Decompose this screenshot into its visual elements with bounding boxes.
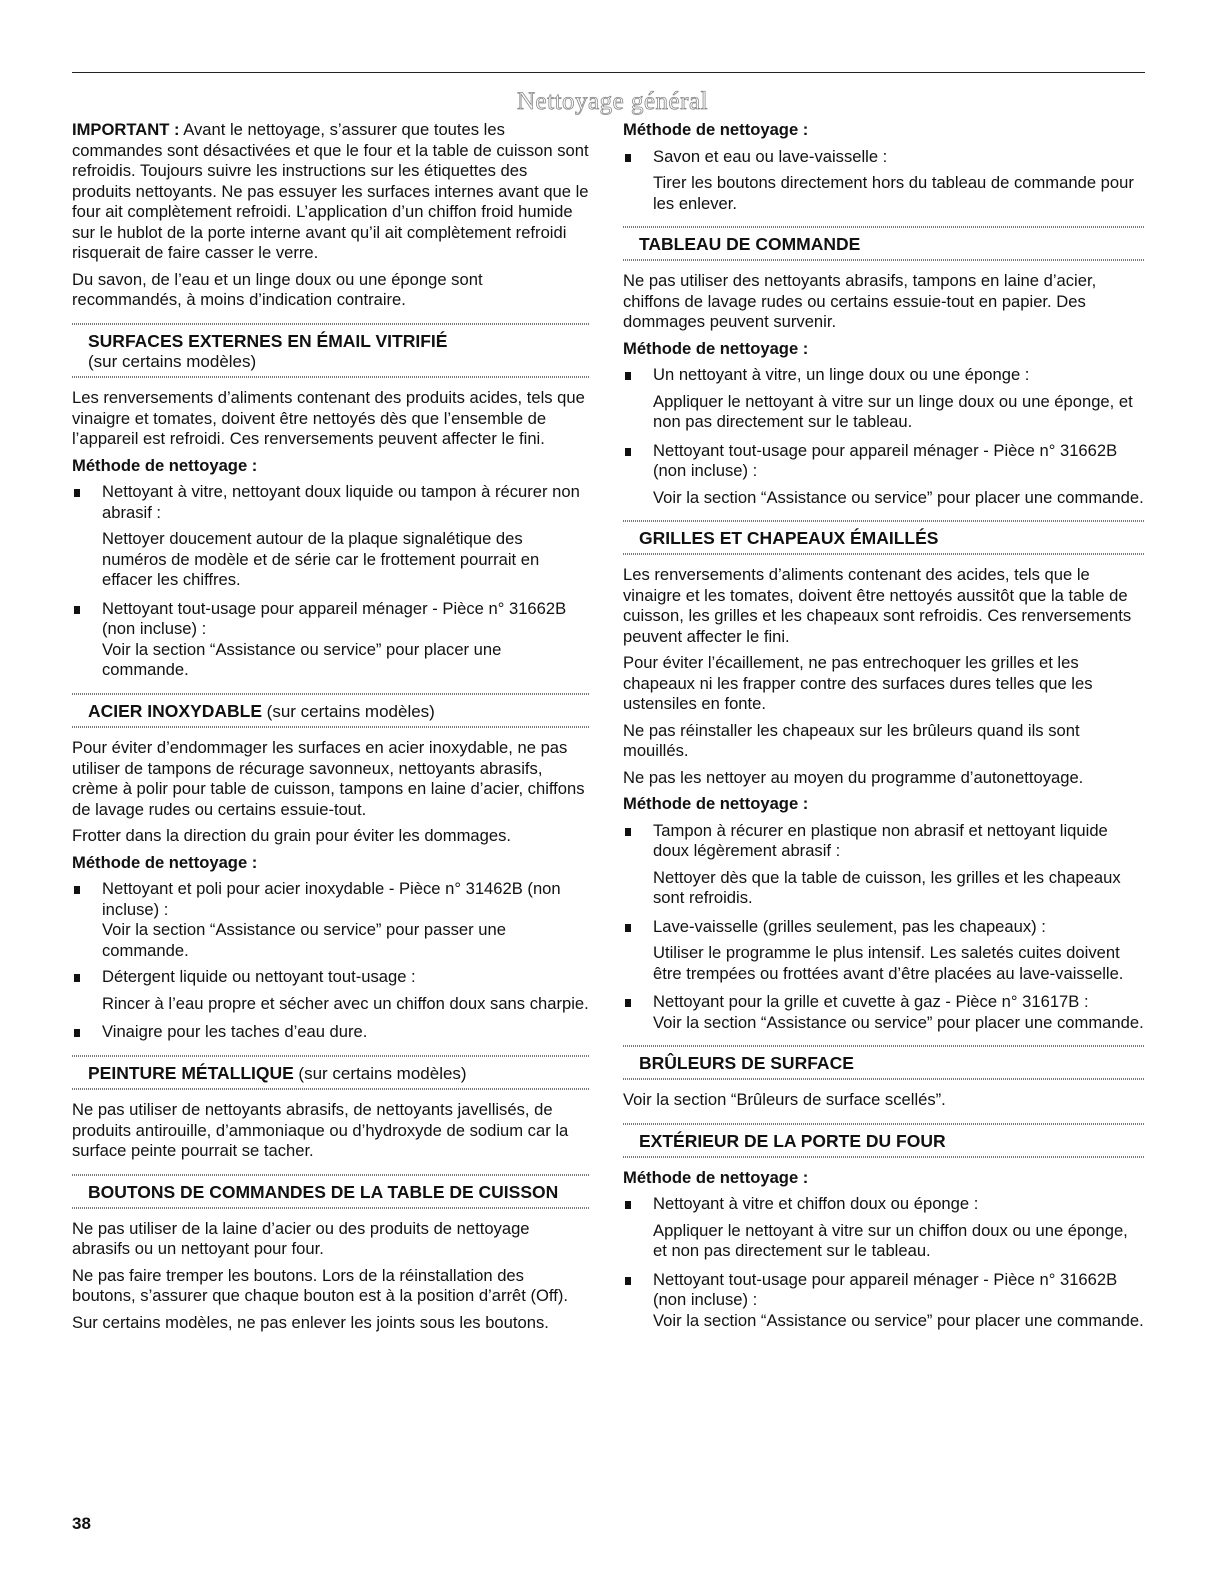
method-heading: Méthode de nettoyage : — [623, 338, 809, 358]
method-heading: Méthode de nettoyage : — [72, 852, 258, 872]
bullet-detail: Tirer les boutons directement hors du tableau de commande pour les enlever. — [653, 173, 1134, 213]
bullet-item: Lave-vaisselle (grilles seulement, pas les chapeaux) : — [623, 917, 1145, 938]
bullet-text: Nettoyant tout-usage pour appareil ménager - Pièce n° 31662B (non incluse) : — [653, 1269, 1118, 1309]
paragraph: Ne pas faire tremper les boutons. Lors de la réinstallation des boutons, s’assurer que chaque bouton est à la position d’arrêt (Off). — [72, 1265, 568, 1305]
bullet-detail: Rincer à l’eau propre et sécher avec un chiffon doux sans charpie. — [102, 993, 589, 1013]
paragraph: Les renversements d’aliments contenant des produits acides, tels que vinaigre et tomates, doivent être nettoyés dès que l’ensemble de l’appareil est refroidi. Ces renversements peuvent affecter le fini. — [72, 388, 585, 448]
method-heading: Méthode de nettoyage : — [623, 1167, 809, 1187]
section-burners-header — [623, 1045, 1145, 1080]
important-text: Avant le nettoyage, s’assurer que toutes les commandes sont désactivées et que le four et la table de cuisson sont refroidis. Toujours suivre les instructions sur les étiquettes des produits nettoyants. Ne pas essuyer les surfaces internes avant que le four ait complètement refroidi. L’application d’un chiffon froid humide sur le hublot de la porte interne avant qu’il ait complètement refroidi risquerait de faire casser le verre. — [72, 120, 589, 262]
bullet-item — [72, 599, 590, 681]
method-heading: Méthode de nettoyage : — [623, 120, 809, 139]
bullet-item — [623, 1270, 1145, 1332]
page-title: Nettoyage général — [516, 88, 709, 115]
paragraph: Sur certains modèles, ne pas enlever les joints sous les boutons. — [72, 1312, 549, 1332]
dotted-rule — [72, 726, 590, 728]
bullet-detail: Voir la section “Assistance ou service” pour placer une commande. — [102, 639, 502, 679]
bullet-item: Vinaigre pour les taches d’eau dure. — [72, 1022, 590, 1043]
method-heading: Méthode de nettoyage : — [623, 794, 809, 813]
paragraph: Pour éviter d’endommager les surfaces en acier inoxydable, ne pas utiliser de tampons de récurage savonneux, nettoyants abrasifs, crème à polir pour table de cuisson, tampons en laine d’acier, chiffons de lavage rudes ou certains essuie-tout. — [72, 738, 585, 819]
bullet-item: Savon et eau ou lave-vaisselle : — [623, 147, 1145, 168]
bullet-detail: Utiliser le programme le plus intensif. Les saletés cuites doivent être trempées ou frottées avant d’être placées au lave-vaisselle. — [653, 943, 1124, 983]
section-title: TABLEAU DE COMMANDE — [639, 234, 861, 254]
bullet-item — [623, 992, 1145, 1033]
section-knobs-header — [72, 1174, 590, 1209]
important-paragraph — [72, 120, 590, 264]
paragraph: Ne pas utiliser de nettoyants abrasifs, de nettoyants javellisés, de produits antirouille, d’ammoniaque ou d’hydroxyde de sodium car la surface peinte pourrait se tacher. — [72, 1100, 569, 1160]
right-column — [623, 120, 1145, 1337]
dotted-rule — [623, 553, 1145, 555]
bullet-detail: Voir la section “Assistance ou service” pour placer une commande. — [653, 1310, 1144, 1330]
bullet-text: Nettoyant pour la grille et cuvette à gaz - Pièce n° 31617B : — [653, 992, 1089, 1011]
paragraph: Les renversements d’aliments contenant des acides, tels que le vinaigre et les tomates, doivent être nettoyés aussitôt que la table de cuisson, les grilles et les chapeaux sont refroidis. Ces renversements peuvent affecter le fini. — [623, 565, 1132, 646]
dotted-rule — [623, 1078, 1145, 1080]
left-column — [72, 120, 590, 1339]
section-title: PEINTURE MÉTALLIQUE — [88, 1062, 294, 1083]
dotted-rule — [72, 1207, 590, 1209]
section-stainless-header — [72, 693, 590, 729]
section-subtitle: (sur certains modèles) — [88, 351, 257, 371]
bullet-item: Tampon à récurer en plastique non abrasif et nettoyant liquide doux légèrement abrasif : — [623, 821, 1145, 862]
bullet-detail: Nettoyer dès que la table de cuisson, les grilles et les chapeaux sont refroidis. — [653, 867, 1121, 907]
section-title: SURFACES EXTERNES EN ÉMAIL VITRIFIÉ — [88, 330, 448, 351]
section-subtitle: (sur certains modèles) — [266, 701, 435, 721]
paragraph: Frotter dans la direction du grain pour éviter les dommages. — [72, 826, 512, 845]
paragraph: Voir la section “Brûleurs de surface scellés”. — [623, 1090, 946, 1109]
bullet-item — [72, 879, 590, 961]
bullet-item: Détergent liquide ou nettoyant tout-usage : — [72, 967, 590, 988]
bullet-detail: Voir la section “Assistance ou service” pour placer une commande. — [653, 1012, 1144, 1032]
bullet-text: Nettoyant tout-usage pour appareil ménager - Pièce n° 31662B (non incluse) : — [102, 598, 567, 638]
dotted-rule — [72, 376, 590, 378]
dotted-rule — [623, 1156, 1145, 1158]
bullet-item: Nettoyant à vitre, nettoyant doux liquide ou tampon à récurer non abrasif : — [72, 482, 590, 523]
top-rule — [72, 72, 1145, 73]
section-title: GRILLES ET CHAPEAUX ÉMAILLÉS — [639, 528, 939, 548]
method-heading: Méthode de nettoyage : — [72, 455, 258, 475]
section-title: BRÛLEURS DE SURFACE — [639, 1053, 854, 1073]
paragraph: Ne pas utiliser des nettoyants abrasifs, tampons en laine d’acier, chiffons de lavage rudes ou certains essuie-tout en papier. Des dommages peuvent survenir. — [623, 271, 1097, 331]
section-oven-door-header — [623, 1123, 1145, 1158]
page-number: 38 — [72, 1514, 91, 1533]
dotted-rule — [623, 259, 1145, 261]
paragraph: Ne pas utiliser de la laine d’acier ou des produits de nettoyage abrasifs ou un nettoyant pour four. — [72, 1218, 530, 1258]
section-title: EXTÉRIEUR DE LA PORTE DU FOUR — [639, 1130, 946, 1151]
intro-paragraph: Du savon, de l’eau et un linge doux ou une éponge sont recommandés, à moins d’indication contraire. — [72, 269, 483, 309]
dotted-rule — [72, 1088, 590, 1090]
bullet-detail: Appliquer le nettoyant à vitre sur un linge doux ou une éponge, et non pas directement sur le tableau. — [653, 391, 1133, 431]
bullet-detail: Nettoyer doucement autour de la plaque signalétique des numéros de modèle et de série car le frottement pourrait en effacer les chiffres. — [102, 529, 540, 589]
bullet-item: Un nettoyant à vitre, un linge doux ou une éponge : — [623, 365, 1145, 386]
section-title: BOUTONS DE COMMANDES DE LA TABLE DE CUISSON — [88, 1181, 559, 1202]
bullet-text: Nettoyant et poli pour acier inoxydable - Pièce n° 31462B (non incluse) : — [102, 879, 561, 919]
paragraph: Ne pas les nettoyer au moyen du programme d’autonettoyage. — [623, 767, 1084, 787]
bullet-item: Nettoyant tout-usage pour appareil ménager - Pièce n° 31662B (non incluse) : — [623, 441, 1145, 482]
bullet-detail: Voir la section “Assistance ou service” pour placer une commande. — [653, 487, 1144, 507]
section-grates-header — [623, 520, 1145, 555]
section-control-panel-header — [623, 226, 1145, 261]
bullet-detail: Appliquer le nettoyant à vitre sur un chiffon doux ou une éponge, et non pas directement sur le tableau. — [653, 1220, 1128, 1260]
important-label: IMPORTANT : — [72, 120, 180, 139]
paragraph: Ne pas réinstaller les chapeaux sur les brûleurs quand ils sont mouillés. — [623, 720, 1080, 760]
section-metallic-header — [72, 1055, 590, 1091]
paragraph: Pour éviter l’écaillement, ne pas entrechoquer les grilles et les chapeaux ni les frapper contre des surfaces dures telles que les ustensiles en fonte. — [623, 653, 1093, 713]
section-subtitle: (sur certains modèles) — [298, 1063, 467, 1083]
section-enamel-header — [72, 323, 590, 379]
bullet-detail: Voir la section “Assistance ou service” pour passer une commande. — [102, 920, 506, 960]
section-title: ACIER INOXYDABLE — [88, 700, 263, 721]
bullet-item: Nettoyant à vitre et chiffon doux ou éponge : — [623, 1194, 1145, 1215]
